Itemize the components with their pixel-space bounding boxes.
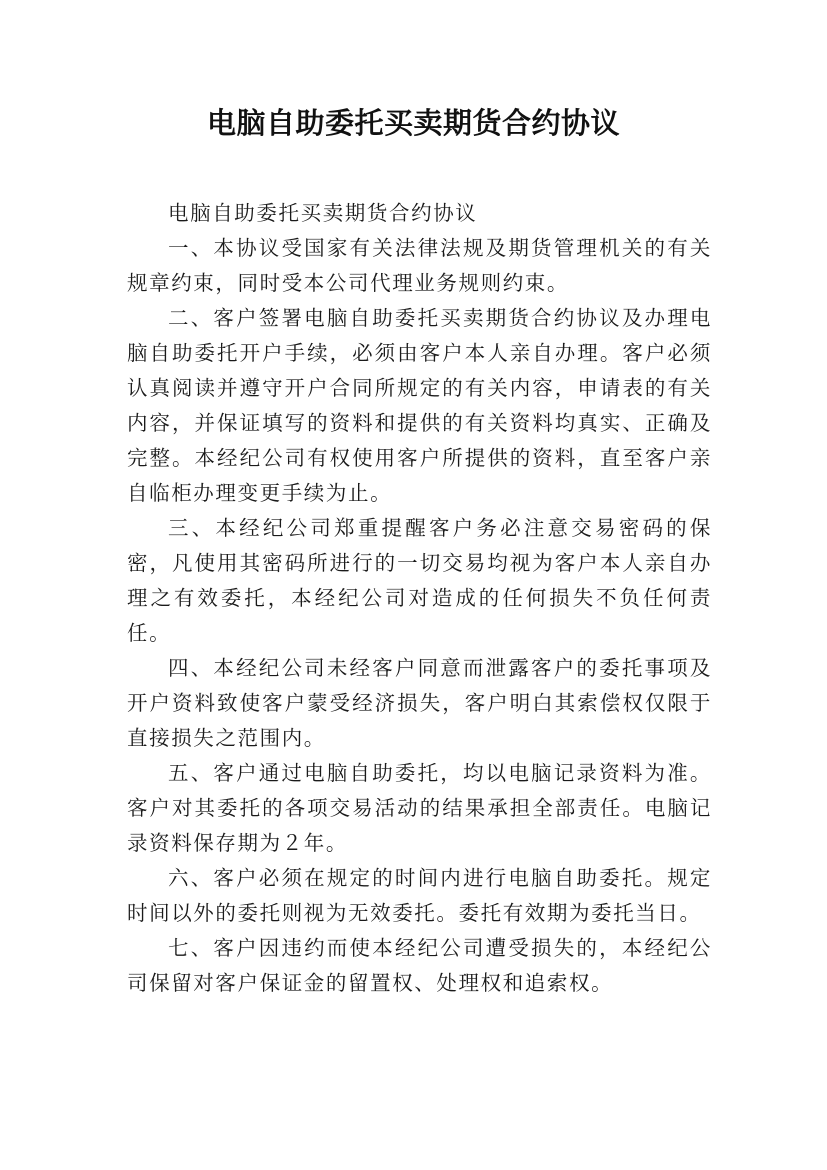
document-body bbox=[127, 196, 712, 1001]
paragraph-clause-1: 一、本协议受国家有关法律法规及期货管理机关的有关规章约束，同时受本公司代理业务规则约束。 bbox=[127, 236, 712, 295]
paragraph-heading: 电脑自助委托买卖期货合约协议 bbox=[168, 201, 478, 225]
paragraph-clause-5: 五、客户通过电脑自助委托，均以电脑记录资料为准。客户对其委托的各项交易活动的结果承担全部责任。电脑记录资料保存期为２年。 bbox=[127, 761, 712, 855]
paragraph-clause-2: 二、客户签署电脑自助委托买卖期货合约协议及办理电脑自助委托开户手续，必须由客户本人亲自办理。客户必须认真阅读并遵守开户合同所规定的有关内容，申请表的有关内容，并保证填写的资料和提供的有关资料均真实、正确及完整。本经纪公司有权使用客户所提供的资料，直至客户亲自临柜办理变更手续为止。 bbox=[127, 306, 712, 505]
paragraph-clause-3: 三、本经纪公司郑重提醒客户务必注意交易密码的保密，凡使用其密码所进行的一切交易均视为客户本人亲自办理之有效委托，本经纪公司对造成的任何损失不负任何责任。 bbox=[127, 516, 712, 645]
document-title: 电脑自助委托买卖期货合约协议 bbox=[206, 106, 620, 140]
paragraph-clause-6: 六、客户必须在规定的时间内进行电脑自助委托。规定时间以外的委托则视为无效委托。委托有效期为委托当日。 bbox=[127, 866, 712, 925]
paragraph-clause-7: 七、客户因违约而使本经纪公司遭受损失的，本经纪公司保留对客户保证金的留置权、处理权和追索权。 bbox=[127, 936, 712, 995]
paragraph-clause-4: 四、本经纪公司未经客户同意而泄露客户的委托事项及开户资料致使客户蒙受经济损失，客户明白其索偿权仅限于直接损失之范围内。 bbox=[127, 656, 712, 750]
